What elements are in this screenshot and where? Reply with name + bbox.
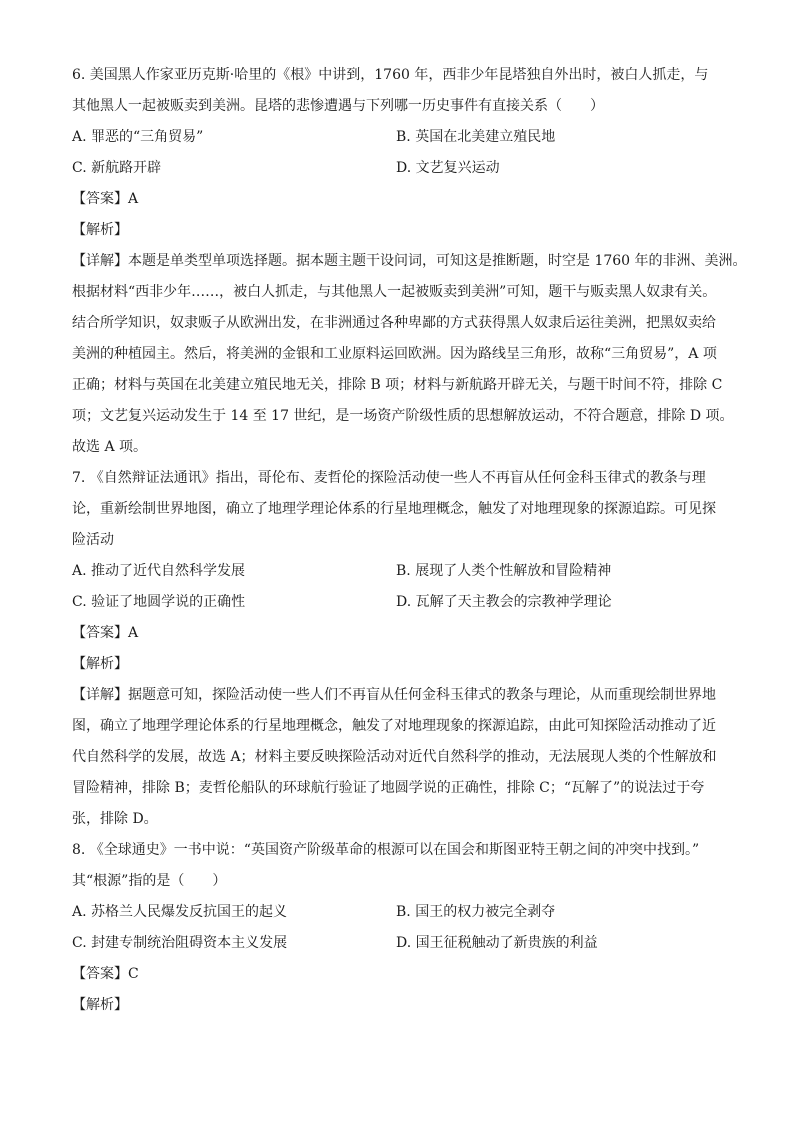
option-b: B. 国王的权力被完全剥夺 — [396, 904, 556, 920]
option-d: D. 国王征税触动了新贵族的利益 — [396, 935, 598, 951]
detail-line: 代自然科学的发展，故选 A；材料主要反映探险活动对近代自然科学的推动，无法展现人类的个性解放和 — [72, 749, 717, 765]
detail-line: 美洲的种植园主。然后，将美洲的金银和工业原料运回欧洲。因为路线呈三角形，故称“三角贸易”，A 项 — [72, 346, 717, 362]
question-stem-line: 6. 美国黑人作家亚历克斯·哈里的《根》中讲到，1760 年，西非少年昆塔独自外出时，被白人抓走，与 — [72, 67, 709, 83]
detail-line: 张，排除 D。 — [72, 811, 158, 827]
question-stem-line: 8. 《全球通史》一书中说：“英国资产阶级革命的根源可以在国会和斯图亚特王朝之间的冲突中找到。” — [72, 842, 700, 858]
option-c: C. 验证了地圆学说的正确性 — [72, 594, 246, 610]
detail-line: 结合所学知识，奴隶贩子从欧洲出发，在非洲通过各种卑鄙的方式获得黑人奴隶后运往美洲，把黑奴卖给 — [72, 315, 716, 331]
detail-line: 【详解】据题意可知，探险活动使一些人们不再盲从任何金科玉律式的教条与理论，从而重现绘制世界地 — [72, 687, 716, 703]
option-row — [72, 122, 732, 153]
analysis-heading: 【解析】 — [72, 997, 128, 1013]
detail-line: 根据材料“西非少年……，被白人抓走，与其他黑人一起被贩卖到美洲”可知，题干与贩卖黑人奴隶有关。 — [72, 284, 717, 300]
option-row — [72, 556, 732, 587]
detail-line: 故选 A 项。 — [72, 439, 148, 455]
option-a: A. 罪恶的“三角贸易” — [72, 129, 204, 145]
analysis-heading: 【解析】 — [72, 222, 128, 238]
option-c: C. 封建专制统治阻碍资本主义发展 — [72, 935, 288, 951]
option-row — [72, 587, 732, 618]
detail-line: 冒险精神，排除 B；麦哲伦船队的环球航行验证了地圆学说的正确性，排除 C；“瓦解了”的说法过于夸 — [72, 780, 705, 796]
answer-line: 【答案】A — [72, 625, 139, 641]
option-b: B. 英国在北美建立殖民地 — [396, 129, 556, 145]
question-7 — [72, 463, 732, 835]
option-c: C. 新航路开辟 — [72, 160, 162, 176]
question-stem-line: 险活动 — [72, 532, 114, 548]
question-stem-line: 其“根源”指的是（ ） — [72, 873, 227, 889]
answer-line: 【答案】C — [72, 966, 139, 982]
document-page — [72, 60, 747, 1021]
answer-line: 【答案】A — [72, 191, 139, 207]
question-stem-line: 其他黑人一起被贩卖到美洲。昆塔的悲惨遭遇与下列哪一历史事件有直接关系（ ） — [72, 98, 604, 114]
option-row — [72, 928, 732, 959]
question-stem-line: 7. 《自然辩证法通讯》指出，哥伦布、麦哲伦的探险活动使一些人不再盲从任何金科玉律式的教条与理 — [72, 470, 706, 486]
detail-line: 项；文艺复兴运动发生于 14 至 17 世纪，是一场资产阶级性质的思想解放运动，不符合题意，排除 D 项。 — [72, 408, 734, 424]
question-stem-line: 论，重新绘制世界地图，确立了地理学理论体系的行星地理概念，触发了对地理现象的探源追踪。可见探 — [72, 501, 716, 517]
detail-line: 【详解】本题是单类型单项选择题。据本题主题干设问词，可知这是推断题，时空是 1760 年的非洲、美洲。 — [72, 253, 747, 269]
option-a: A. 推动了近代自然科学发展 — [72, 563, 246, 579]
option-d: D. 瓦解了天主教会的宗教神学理论 — [396, 594, 612, 610]
question-6 — [72, 60, 747, 463]
question-8 — [72, 835, 732, 1021]
detail-line: 正确；材料与英国在北美建立殖民地无关，排除 B 项；材料与新航路开辟无关，与题干时间不符，排除 C — [72, 377, 723, 393]
option-row — [72, 897, 732, 928]
detail-line: 图，确立了地理学理论体系的行星地理概念，触发了对地理现象的探源追踪，由此可知探险活动推动了近 — [72, 718, 716, 734]
option-a: A. 苏格兰人民爆发反抗国王的起义 — [72, 904, 288, 920]
option-row — [72, 153, 732, 184]
analysis-heading: 【解析】 — [72, 656, 128, 672]
option-d: D. 文艺复兴运动 — [396, 160, 500, 176]
option-b: B. 展现了人类个性解放和冒险精神 — [396, 563, 612, 579]
